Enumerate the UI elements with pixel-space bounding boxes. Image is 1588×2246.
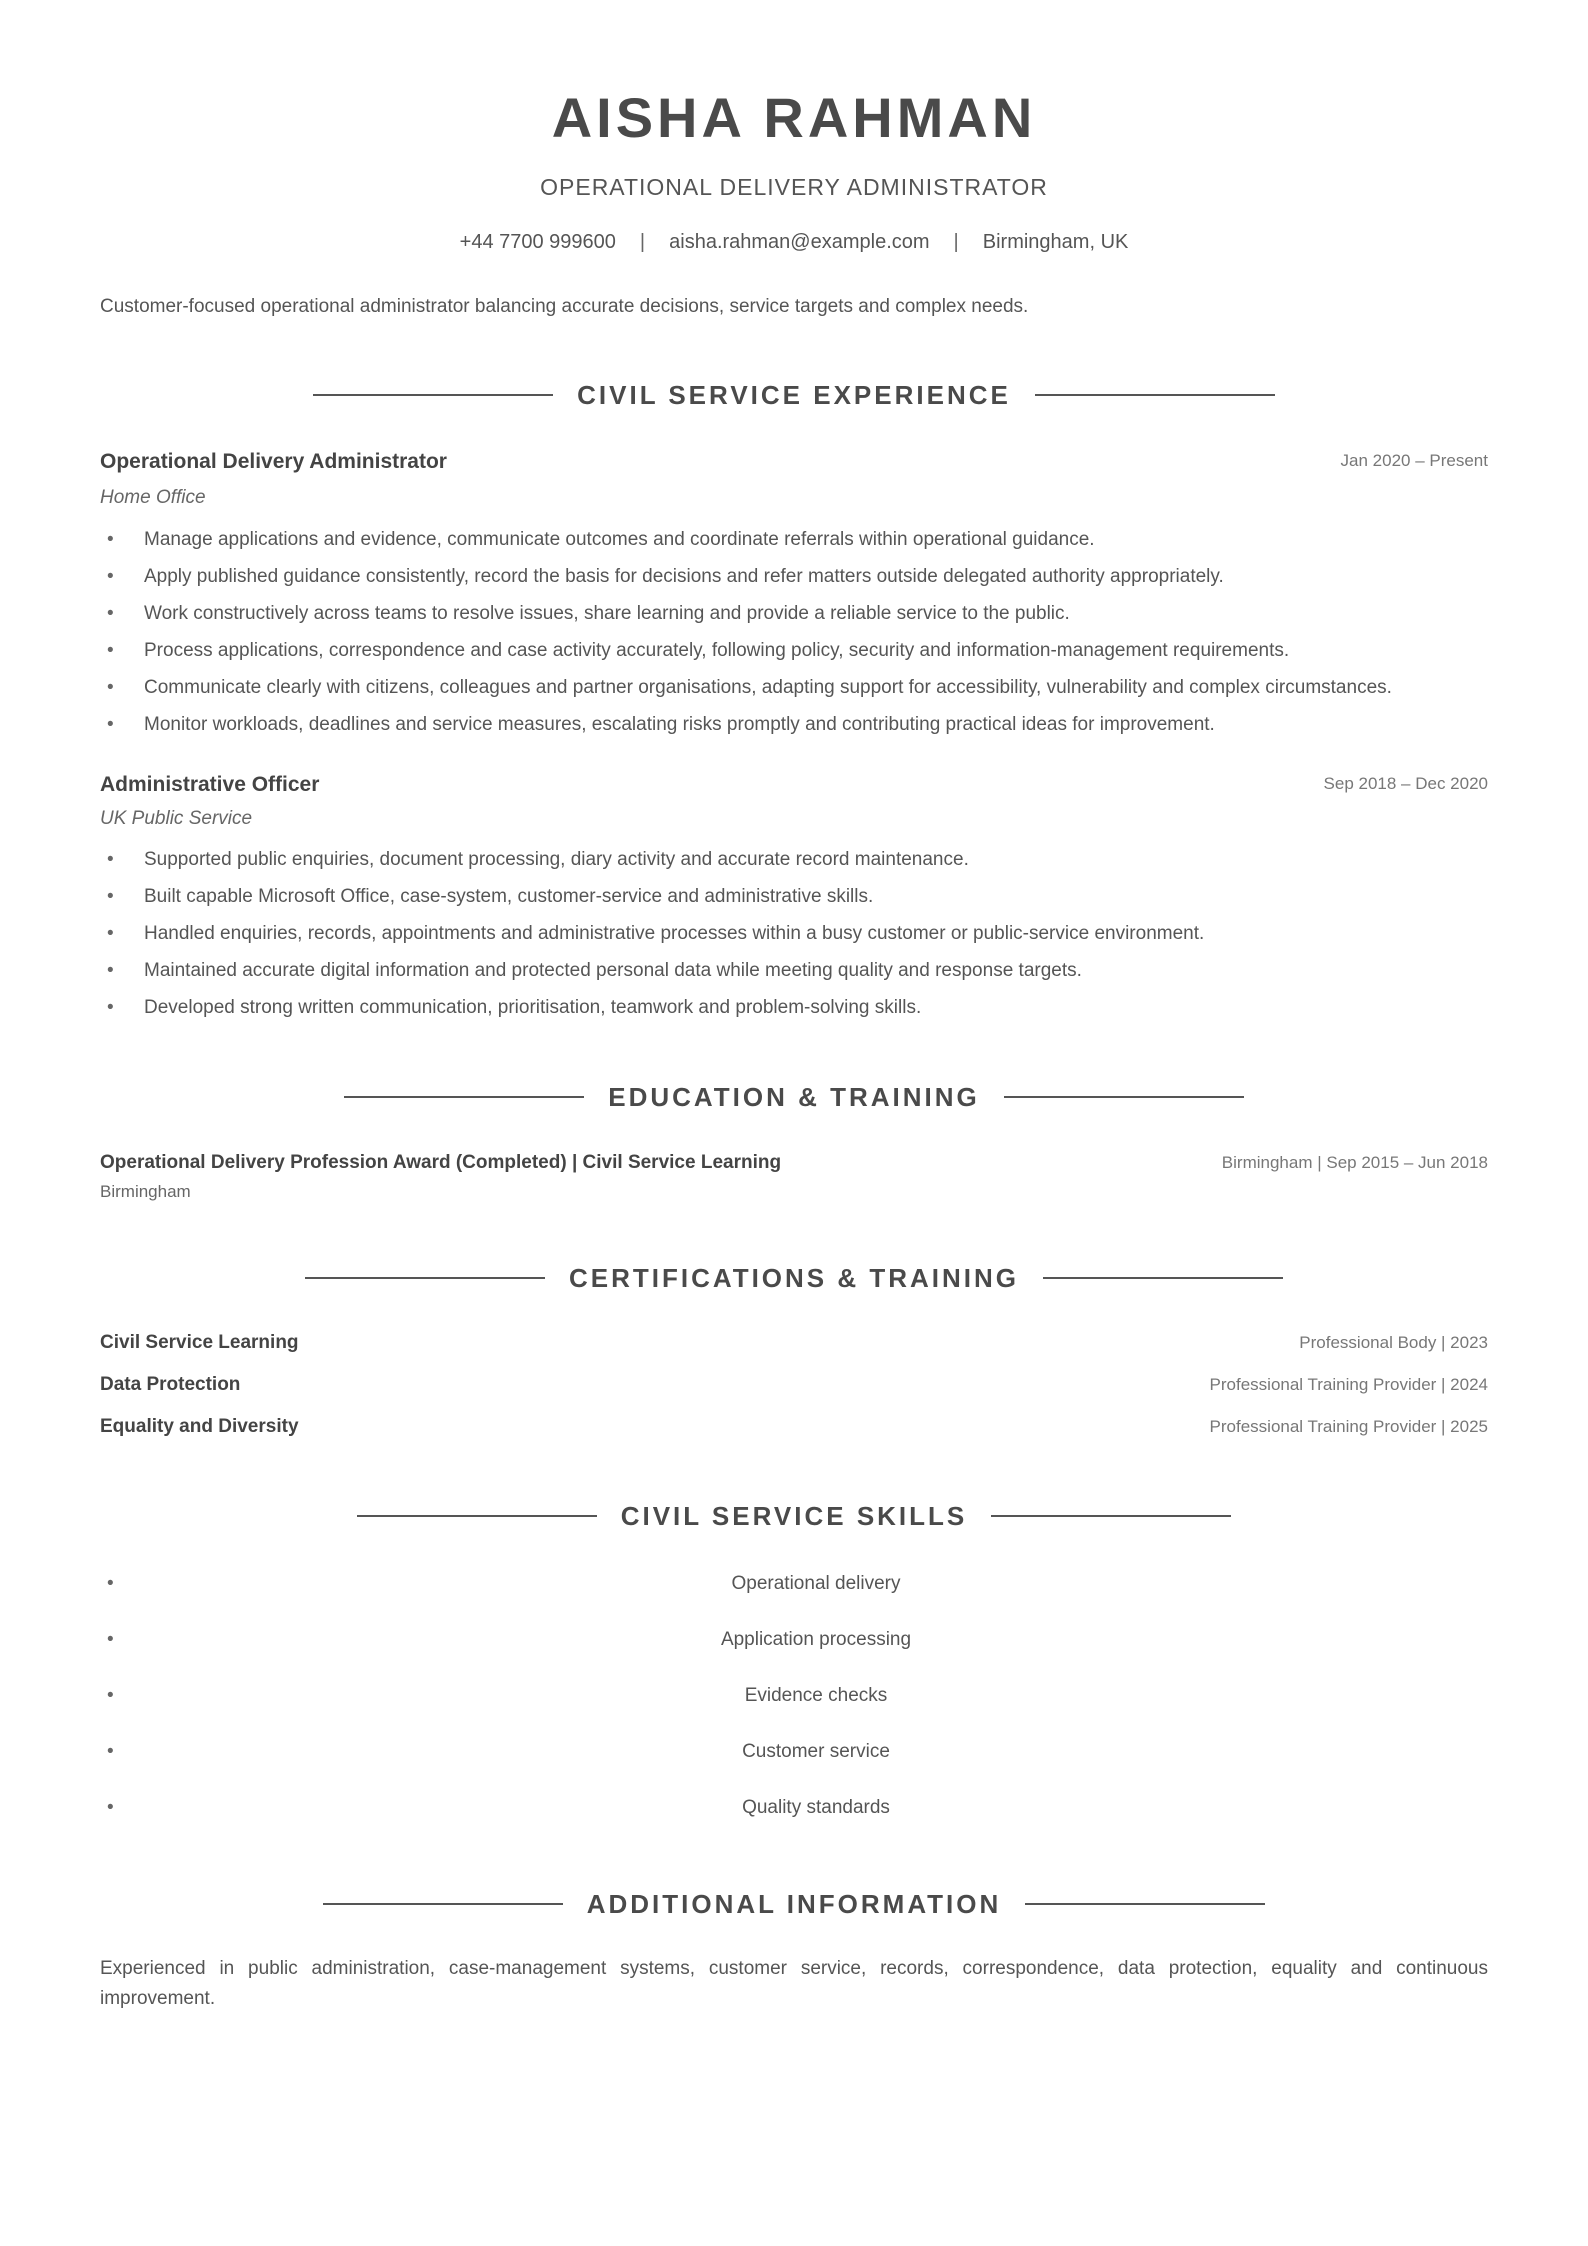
contact-separator: | [639,231,646,253]
summary: Customer-focused operational administrator balancing accurate decisions, service targets and complex needs. [100,296,1029,317]
contact-line [0,228,1588,256]
heading-rule [313,394,553,396]
contact-phone: +44 7700 999600 [459,231,616,253]
education-title: Operational Delivery Profession Award (Completed) | Civil Service Learning [100,1152,782,1173]
section-heading-label: EDUCATION & TRAINING [608,1082,980,1112]
heading-rule [344,1096,584,1098]
education-location: Birmingham [100,1182,191,1201]
bullet-dot: • [107,1741,114,1762]
section-heading-label: ADDITIONAL INFORMATION [586,1889,1002,1919]
skill-label: Customer service [742,1741,890,1762]
bullet-item: • Work constructively across teams to resolve issues, share learning and provide a reliable service to the public. [100,595,1500,632]
heading-rule [1004,1096,1244,1098]
job-organisation: Home Office [100,487,206,508]
job-bullets [100,521,1500,743]
bullet-item: • Process applications, correspondence and case activity accurately, following policy, security and information-management requirements. [100,632,1500,669]
section-heading-additional [0,1888,1588,1920]
heading-rule [991,1515,1231,1517]
heading-rule [1025,1903,1265,1905]
section-heading-skills [0,1500,1588,1532]
certification-meta: Professional Training Provider | 2025 [1209,1417,1488,1436]
bullet-item: • Apply published guidance consistently, record the basis for decisions and refer matters outside delegated authority appropriately. [100,558,1500,595]
section-heading-experience [0,379,1588,411]
contact-separator: | [953,231,959,253]
bullet-item: • Built capable Microsoft Office, case-system, customer-service and administrative skills. [100,878,1500,915]
section-heading-label: CERTIFICATIONS & TRAINING [568,1263,1020,1293]
heading-rule [305,1277,545,1279]
heading-rule [1043,1277,1283,1279]
bullet-dot: • [107,1685,114,1706]
additional-information: Experienced in public administration, case-management systems, customer service, records, correspondence, data protection, equality and continuous improvement. [100,1958,1488,2009]
skill-item [100,1624,1488,1656]
job-organisation: UK Public Service [100,808,253,829]
bullet-item: • Handled enquiries, records, appointments and administrative processes within a busy customer or public-service environment. [100,915,1500,952]
certification-name: Civil Service Learning [100,1332,299,1353]
section-heading-label: CIVIL SERVICE EXPERIENCE [577,380,1011,410]
bullet-dot: • [107,1797,114,1818]
heading-rule [357,1515,597,1517]
candidate-title: OPERATIONAL DELIVERY ADMINISTRATOR [540,174,1048,200]
section-heading-label: CIVIL SERVICE SKILLS [620,1501,968,1531]
heading-rule [1035,394,1275,396]
skill-label: Quality standards [742,1797,890,1818]
job-dates: Jan 2020 – Present [1340,451,1488,470]
bullet-item: • Manage applications and evidence, communicate outcomes and coordinate referrals within operational guidance. [100,521,1500,558]
bullet-item: • Supported public enquiries, document processing, diary activity and accurate record maintenance. [100,841,1500,878]
bullet-dot: • [107,1573,114,1594]
skill-item [100,1792,1488,1824]
bullet-dot: • [107,1629,114,1650]
heading-rule [323,1903,563,1905]
bullet-item: • Developed strong written communication, prioritisation, teamwork and problem-solving skills. [100,989,1500,1026]
job-dates: Sep 2018 – Dec 2020 [1323,774,1488,793]
job-title: Administrative Officer [100,773,320,796]
certification-meta: Professional Body | 2023 [1299,1333,1488,1352]
job-title: Operational Delivery Administrator [100,450,447,473]
contact-location: Birmingham, UK [982,231,1129,253]
skill-label: Operational delivery [731,1573,901,1594]
section-heading-certifications [0,1262,1588,1294]
bullet-item: • Monitor workloads, deadlines and service measures, escalating risks promptly and contributing practical ideas for improvement. [100,706,1500,743]
certification-meta: Professional Training Provider | 2024 [1209,1375,1488,1394]
skill-label: Evidence checks [744,1685,888,1706]
contact-email: aisha.rahman@example.com [669,231,930,253]
section-heading-education [0,1081,1588,1113]
bullet-item: • Maintained accurate digital information and protected personal data while meeting quality and response targets. [100,952,1500,989]
skill-label: Application processing [720,1629,912,1650]
candidate-name: AISHA RAHMAN [551,86,1037,149]
skill-item [100,1736,1488,1768]
education-meta: Birmingham | Sep 2015 – Jun 2018 [1221,1153,1488,1172]
job-bullets [100,841,1500,1026]
skill-item [100,1680,1488,1712]
bullet-item: • Communicate clearly with citizens, colleagues and partner organisations, adapting support for accessibility, vulnerability and complex circumstances. [100,669,1500,706]
certification-name: Equality and Diversity [100,1416,299,1437]
skill-item [100,1568,1488,1600]
certification-name: Data Protection [100,1374,241,1395]
